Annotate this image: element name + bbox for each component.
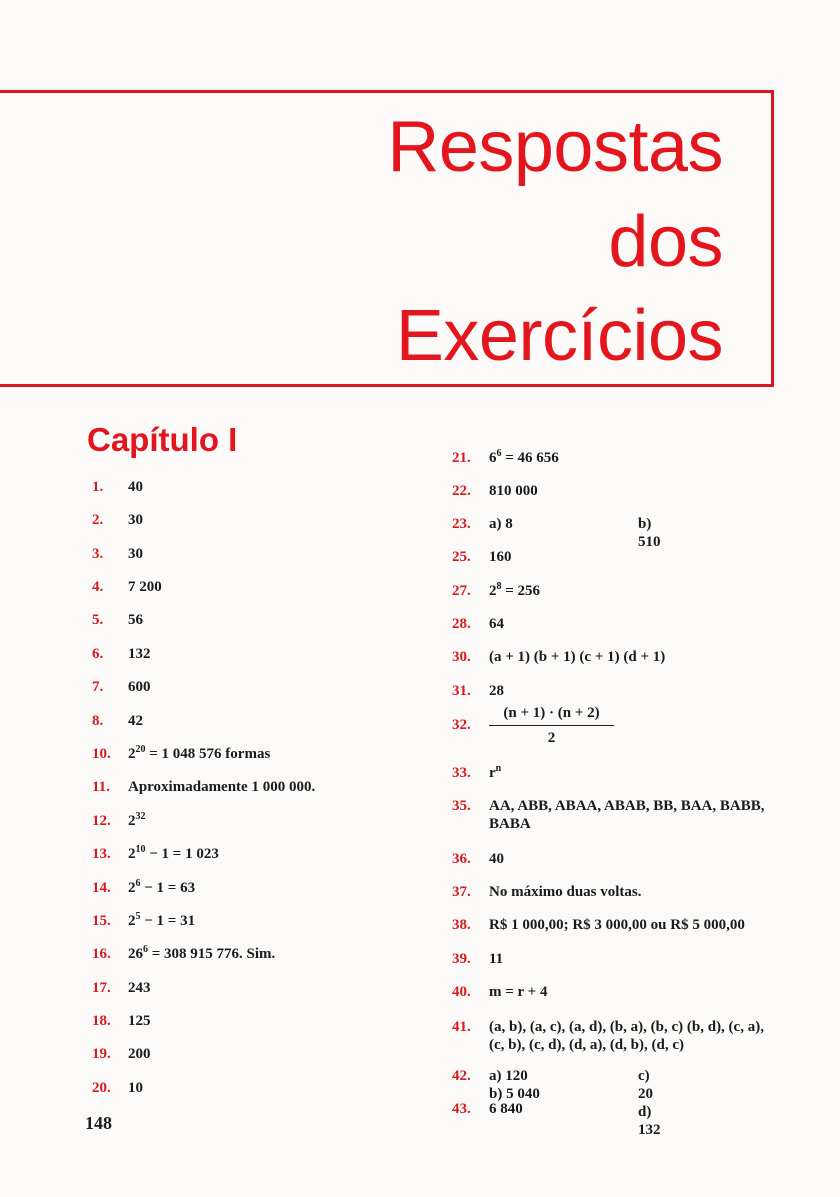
answer-text: $6^6 = 46$ 656 <box>489 448 559 466</box>
answer-text: R$ 1 000,00; R$ 3 000,00 ou R$ 5 000,00 <box>489 917 745 933</box>
answer-number: 35. <box>452 798 471 814</box>
answer-number: 27. <box>452 583 471 599</box>
answer-number: 5. <box>92 612 104 628</box>
answer-number: 22. <box>452 483 471 499</box>
answer-text: $2^5 - 1 = 31$ <box>128 911 196 929</box>
answer-text: (a, b), (a, c), (a, d), (b, a), (b, c) (b, d), (c, a), (c, b), (c, d), (d, a), (d, b), (d, c) <box>489 1019 764 1053</box>
answer-number: 3. <box>92 546 104 562</box>
answer-text: 125 <box>128 1013 151 1029</box>
answer-text: 64 <box>489 616 504 632</box>
answer-number: 4. <box>92 579 104 595</box>
answer-text: 810 000 <box>489 483 538 499</box>
answer-number: 31. <box>452 683 471 699</box>
answer-number: 11. <box>92 779 110 795</box>
answer-text: 11 <box>489 951 504 967</box>
fraction-numerator: (n + 1) · (n + 2) <box>489 704 614 726</box>
answer-text: 243 <box>128 980 151 996</box>
answer-number: 13. <box>92 846 111 862</box>
answer-text: $2^{10} - 1 = 1$ 023 <box>128 844 219 862</box>
answer-number: 38. <box>452 917 471 933</box>
answer-number: 21. <box>452 450 471 466</box>
answer-number: 36. <box>452 851 471 867</box>
answer-text-a: a) 8 <box>489 516 513 532</box>
answer-text: $2^{20} = 1$ 048 576 formas <box>128 744 271 762</box>
answer-number: 1. <box>92 479 104 495</box>
answer-text: 7 200 <box>128 579 162 595</box>
answer-number: 12. <box>92 813 111 829</box>
answer-text-b: b) 510 <box>638 516 661 550</box>
answer-number: 40. <box>452 984 471 1000</box>
title-line-exercicios: Exercícios <box>395 296 723 376</box>
answer-text: $26^6 = 308$ 915 776. Sim. <box>128 944 276 962</box>
answer-number: 14. <box>92 880 111 896</box>
answer-text: $2^{32}$ <box>128 811 146 829</box>
answer-number: 23. <box>452 516 471 532</box>
answer-text: 160 <box>489 549 512 565</box>
answer-number: 15. <box>92 913 111 929</box>
answer-number: 37. <box>452 884 471 900</box>
title-line-respostas: Respostas <box>387 107 723 187</box>
answer-number: 32. <box>452 717 471 733</box>
answer-number: 18. <box>92 1013 111 1029</box>
answer-text: 28 <box>489 683 504 699</box>
chapter-title: Capítulo I <box>87 421 238 458</box>
answer-number: 41. <box>452 1019 471 1035</box>
answer-text: 56 <box>128 612 143 628</box>
answer-text-cd: c) 20 d) 132 <box>638 1068 661 1138</box>
answer-text: 42 <box>128 713 143 729</box>
answer-number: 7. <box>92 679 104 695</box>
answer-text: $r^n$ <box>489 763 502 781</box>
page-number: 148 <box>85 1113 112 1133</box>
answer-number: 10. <box>92 746 111 762</box>
fraction <box>489 704 614 747</box>
answer-number: 20. <box>92 1080 111 1096</box>
answer-number: 30. <box>452 649 471 665</box>
answer-text: 40 <box>128 479 143 495</box>
title-box <box>0 90 774 387</box>
answer-text: 30 <box>128 512 143 528</box>
answer-text: $2^8 = 256$ <box>489 581 541 599</box>
answer-text: 132 <box>128 646 151 662</box>
answer-number: 19. <box>92 1046 111 1062</box>
answer-number: 17. <box>92 980 111 996</box>
answer-number: 6. <box>92 646 104 662</box>
answer-text: 200 <box>128 1046 151 1062</box>
answer-number: 16. <box>92 946 111 962</box>
answer-text: AA, ABB, ABAA, ABAB, BB, BAA, BABB, BABA <box>489 798 765 832</box>
answer-number: 2. <box>92 512 104 528</box>
answer-number: 42. <box>452 1068 471 1084</box>
answer-text: 600 <box>128 679 151 695</box>
answer-text: $2^6 - 1 = 63$ <box>128 878 196 896</box>
answer-text: 40 <box>489 851 504 867</box>
answer-text: 10 <box>128 1080 143 1096</box>
answer-number: 8. <box>92 713 104 729</box>
title-line-dos: dos <box>608 202 723 282</box>
answer-number: 43. <box>452 1101 471 1117</box>
answer-number: 28. <box>452 616 471 632</box>
answer-text: Aproximadamente 1 000 000. <box>128 779 316 795</box>
answer-text: a) 120 b) 5 040 <box>489 1068 540 1102</box>
answer-number: 33. <box>452 765 471 781</box>
answer-number: 25. <box>452 549 471 565</box>
answer-text: 30 <box>128 546 143 562</box>
fraction-denominator: 2 <box>547 730 556 746</box>
answer-text: m = r + 4 <box>489 984 548 1000</box>
answer-text: 6 840 <box>489 1101 523 1117</box>
answer-text: (a + 1) (b + 1) (c + 1) (d + 1) <box>489 649 666 665</box>
answer-number: 39. <box>452 951 471 967</box>
answer-text: No máximo duas voltas. <box>489 884 642 900</box>
